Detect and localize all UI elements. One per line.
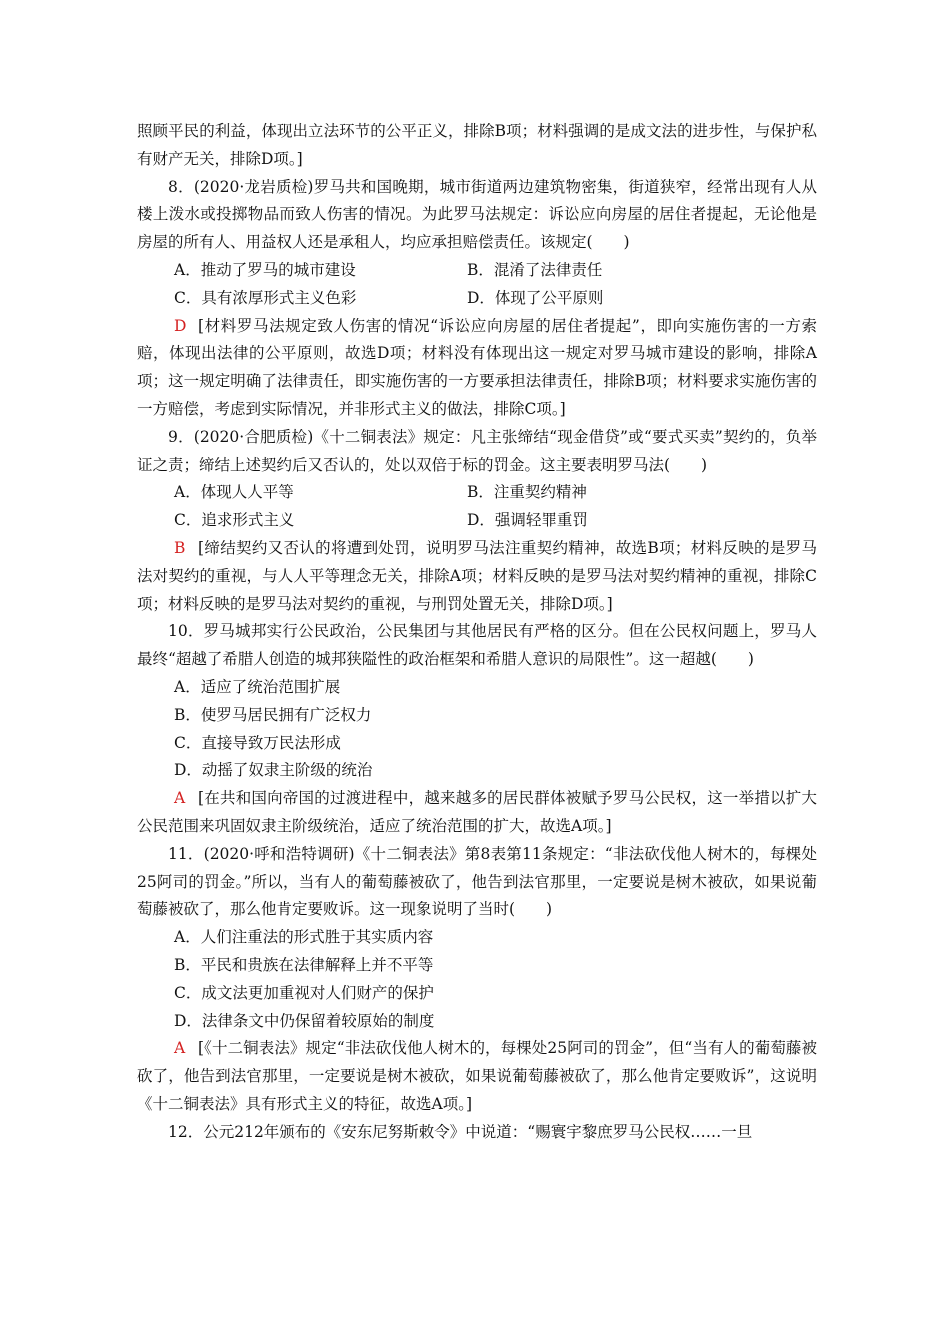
answer-letter: A [174,789,186,808]
continuation-paragraph: 照顾平民的利益，体现出立法环节的公平正义，排除B项；材料强调的是成文法的进步性，与保护私有财产无关，排除D项。] [137,122,817,168]
option-row [137,257,817,285]
option-d[interactable]: D．体现了公平原则 [467,288,604,307]
question-stem: 11．(2020·呼和浩特调研)《十二铜表法》第8表第11条规定：“非法砍伐他人树木的，每棵处25阿司的罚金。”所以，当有人的葡萄藤被砍了，他告到法官那里，一定要说是树木被砍，如果说葡萄藤被砍了，那么他肯定要败诉。这一现象说明了当时( ) [137,844,817,919]
option-row [137,285,817,313]
option-c[interactable]: C．追求形式主义 [174,511,295,530]
document-page [137,118,817,1146]
option-a[interactable]: A．推动了罗马的城市建设 [174,260,356,279]
answer-explanation [137,313,817,424]
question-10 [137,618,817,840]
question-8 [137,174,817,424]
option-c[interactable]: C．具有浓厚形式主义色彩 [174,288,357,307]
question-stem: 10．罗马城邦实行公民政治，公民集团与其他居民有严格的区分。但在公民权问题上，罗马人最终“超越了希腊人创造的城邦狭隘性的政治框架和希腊人意识的局限性”。这一超越( ) [137,622,817,669]
explanation-text: [在共和国向帝国的过渡进程中，越来越多的居民群体被赋予罗马公民权，这一举措以扩大公民范围来巩固奴隶主阶级统治，适应了统治范围的扩大，故选A项。] [137,789,817,835]
option-d[interactable]: D．强调轻罪重罚 [467,511,588,530]
question-stem: 8．(2020·龙岩质检)罗马共和国晚期，城市街道两边建筑物密集，街道狭窄，经常出现有人从楼上泼水或投掷物品而致人伤害的情况。为此罗马法规定：诉讼应向房屋的居住者提起，无论他是房屋的所有人、用益权人还是承租人，均应承担赔偿责任。该规定( ) [137,177,817,252]
question-9 [137,424,817,619]
explanation-text: [缔结契约又否认的将遭到处罚，说明罗马法注重契约精神，故选B项；材料反映的是罗马法对契约的重视，与人人平等理念无关，排除A项；材料反映的是罗马法对契约精神的重视，排除C项；材料反映的是罗马法对契约的重视，与刑罚处置无关，排除D项。] [137,538,817,613]
option-a[interactable]: A．适应了统治范围扩展 [174,677,341,696]
option-row [137,479,817,507]
answer-explanation [137,535,817,618]
option-d[interactable]: D．动摇了奴隶主阶级的统治 [174,761,373,780]
option-b[interactable]: B．注重契约精神 [467,483,587,502]
option-row [137,507,817,535]
answer-letter: A [174,1039,186,1058]
answer-explanation [137,1035,817,1118]
option-c[interactable]: C．直接导致万民法形成 [174,733,341,752]
option-c[interactable]: C．成文法更加重视对人们财产的保护 [174,983,434,1002]
option-b[interactable]: B．使罗马居民拥有广泛权力 [174,705,372,724]
option-d[interactable]: D．法律条文中仍保留着较原始的制度 [174,1011,435,1030]
option-a[interactable]: A．体现人人平等 [174,483,294,502]
answer-explanation [137,785,817,841]
option-b[interactable]: B．平民和贵族在法律解释上并不平等 [174,955,434,974]
answer-letter: D [174,316,187,335]
question-12-stem: 12．公元212年颁布的《安东尼努斯敕令》中说道：“赐寰宇黎庶罗马公民权……一旦 [168,1122,753,1141]
option-b[interactable]: B．混淆了法律责任 [467,260,603,279]
explanation-text: [材料罗马法规定致人伤害的情况“诉讼应向房屋的居住者提起”，即向实施伤害的一方索赔，体现出法律的公平原则，故选D项；材料没有体现出这一规定对罗马城市建设的影响，排除A项；这一规定明确了法律责任，即实施伤害的一方要承担法律责任，排除B项；材料要求实施伤害的一方赔偿，考虑到实际情况，并非形式主义的做法，排除C项。] [137,316,817,418]
explanation-text: [《十二铜表法》规定“非法砍伐他人树木的，每棵处25阿司的罚金”，但“当有人的葡萄藤被砍了，他告到法官那里，一定要说是树木被砍，如果说葡萄藤被砍了，那么他肯定要败诉”，这说明《十二铜表法》具有形式主义的特征，故选A项。] [137,1039,817,1113]
question-11 [137,841,817,1119]
option-a[interactable]: A．人们注重法的形式胜于其实质内容 [174,928,434,947]
answer-letter: B [174,538,186,557]
question-stem: 9．(2020·合肥质检)《十二铜表法》规定：凡主张缔结“现金借贷”或“要式买卖”契约的，负举证之责；缔结上述契约后又否认的，处以双倍于标的罚金。这主要表明罗马法( ) [137,427,817,474]
